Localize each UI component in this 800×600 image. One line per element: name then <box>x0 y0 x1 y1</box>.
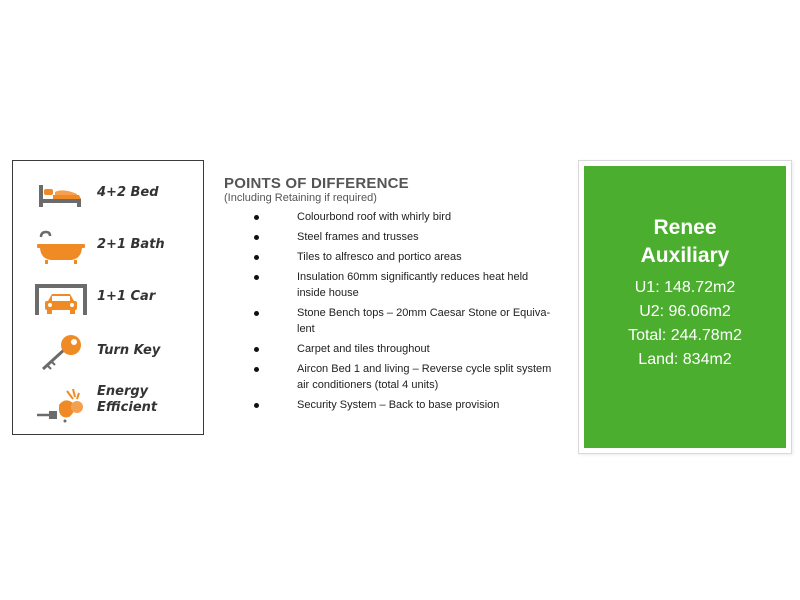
card-title-line: Renee <box>653 216 717 239</box>
card-u2-area: U2: 96.06m2 <box>639 303 731 320</box>
feature-label: 2+1 Bath <box>97 237 165 252</box>
feature-label: 1+1 Car <box>97 289 156 304</box>
list-item <box>224 249 569 265</box>
features-box <box>12 160 204 435</box>
bullet-icon <box>254 311 259 316</box>
list-item <box>224 269 569 301</box>
bullet-icon <box>254 255 259 260</box>
bullet-icon <box>254 235 259 240</box>
list-item-text: Stone Bench tops – 20mm Caesar Stone or Equiva- <box>297 307 551 319</box>
energy-icon <box>33 383 93 423</box>
list-item-text: Colourbond roof with whirly bird <box>297 211 452 223</box>
card-total-area: Total: 244.78m2 <box>628 327 742 344</box>
list-item-text: Steel frames and trusses <box>297 231 419 243</box>
key-icon <box>33 333 93 373</box>
card-title-line: Auxiliary <box>640 244 730 267</box>
list-item <box>224 229 569 245</box>
list-item <box>224 305 569 337</box>
bath-icon <box>33 227 93 267</box>
feature-list <box>224 209 569 413</box>
list-item-text: Insulation 60mm significantly reduces heat held <box>297 271 529 283</box>
feature-label: 4+2 Bed <box>97 185 159 200</box>
summary-card-frame <box>578 160 792 454</box>
feature-label-line: Energy <box>97 384 149 399</box>
list-item-text: Carpet and tiles throughout <box>297 343 430 355</box>
list-item-text: Aircon Bed 1 and living – Reverse cycle split system <box>297 363 552 375</box>
car-icon <box>33 279 93 319</box>
feature-label: Turn Key <box>97 343 161 358</box>
summary-card <box>584 166 786 448</box>
feature-bath <box>13 227 203 267</box>
list-item-text: inside house <box>297 287 359 299</box>
feature-bed <box>13 175 203 215</box>
list-item <box>224 397 569 413</box>
bullet-icon <box>254 215 259 220</box>
section-title: POINTS OF DIFFERENCE <box>224 175 409 192</box>
feature-energy <box>13 383 203 423</box>
card-title <box>584 214 786 270</box>
bullet-icon <box>254 403 259 408</box>
feature-key <box>13 333 203 373</box>
bed-icon <box>33 175 93 215</box>
feature-label <box>97 384 157 416</box>
card-u1-area: U1: 148.72m2 <box>634 279 736 296</box>
list-item <box>224 361 569 393</box>
list-item-text: Tiles to alfresco and portico areas <box>297 251 462 263</box>
list-item <box>224 209 569 225</box>
points-of-difference <box>224 175 569 417</box>
card-land-area: Land: 834m2 <box>638 351 732 368</box>
feature-label-line: Efficient <box>97 400 158 415</box>
list-item-text: lent <box>297 323 315 335</box>
section-subtitle: (Including Retaining if required) <box>224 192 377 204</box>
bullet-icon <box>254 367 259 372</box>
bullet-icon <box>254 275 259 280</box>
list-item-text: Security System – Back to base provision <box>297 399 500 411</box>
bullet-icon <box>254 347 259 352</box>
list-item <box>224 341 569 357</box>
feature-car <box>13 279 203 319</box>
list-item-text: air conditioners (total 4 units) <box>297 379 439 391</box>
